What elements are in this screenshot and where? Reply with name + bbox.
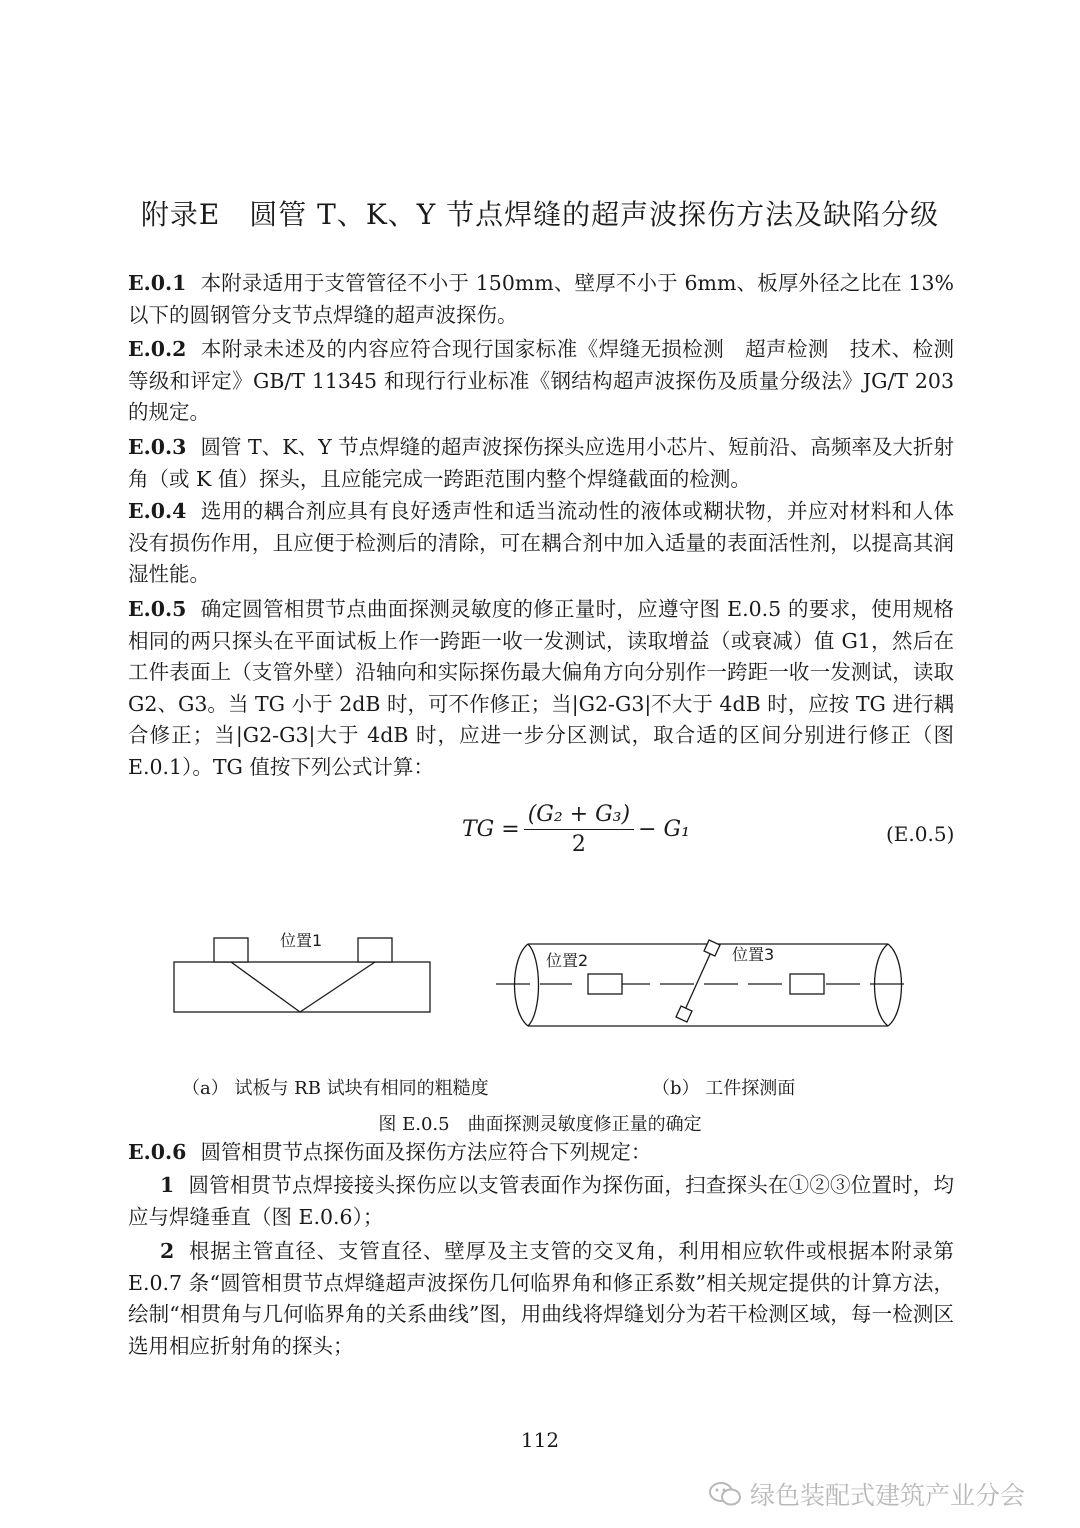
formula-denominator: 2	[571, 832, 586, 857]
item-text: 根据主管直径、支管直径、壁厚及主支管的交叉角，利用相应软件或根据本附录第 E.0.7 条“圆管相贯节点焊缝超声波探伤几何临界角和修正系数”相关规定提供的计算方法，绘制“相贯角与几何临界角的关系曲线”图，用曲线将焊缝划分为若干检测区域，每一检测区选用相应折射角的探头；	[128, 1239, 954, 1358]
clause-text: 圆管 T、K、Y 节点焊缝的超声波探伤探头应选用小芯片、短前沿、高频率及大折射角（或 K 值）探头，且应能完成一跨距范围内整个焊缝截面的检测。	[128, 435, 954, 491]
formula-tail: − G₁	[638, 817, 690, 842]
item-number: 2	[160, 1239, 175, 1263]
clause-e04	[128, 496, 954, 591]
clause-number: E.0.6	[128, 1140, 187, 1164]
clause-text: 确定圆管相贯节点曲面探测灵敏度的修正量时，应遵守图 E.0.5 的要求，使用规格相同的两只探头在平面试板上作一跨距一收一发测试，读取增益（或衰减）值 G1，然后在工件表面上（支管外壁）沿轴向和实际探伤最大偏角方向分别作一跨距一收一发测试，读取 G2、G3。当 TG 小于 2dB 时，可不作修正；当|G2-G3|不大于 4dB 时，应按 TG 进行耦合修正；当|G2-G3|大于 4dB 时，应进一步分区测试，取合适的区间分别进行修正（图 E.0.1）。TG 值按下列公式计算：	[128, 597, 954, 779]
clause-e03	[128, 432, 954, 495]
clause-text: 选用的耦合剂应具有良好透声性和适当流动性的液体或糊状物，并应对材料和人体没有损伤作用，且应便于检测后的清除，可在耦合剂中加入适量的表面活性剂，以提高其润湿性能。	[128, 499, 954, 586]
clause-number: E.0.2	[128, 337, 187, 361]
page-number: 112	[520, 1428, 560, 1452]
clause-text: 圆管相贯节点探伤面及探伤方法应符合下列规定：	[200, 1140, 652, 1164]
item-text: 圆管相贯节点焊接接头探伤应以支管表面作为探伤面，扫查探头在①②③位置时，均应与焊缝垂直（图 E.0.6）；	[128, 1173, 954, 1229]
formula-numerator: (G₂ + G₃)	[524, 802, 634, 830]
clause-number: E.0.4	[128, 499, 187, 523]
watermark	[708, 1476, 1025, 1512]
label-position-2: 位置2	[546, 951, 589, 970]
clause-number: E.0.3	[128, 435, 187, 459]
formula-fraction	[524, 802, 634, 857]
formula-lhs: TG =	[462, 817, 520, 842]
clause-text: 本附录适用于支管管径不小于 150mm、壁厚不小于 6mm、板厚外径之比在 13%以下的圆钢管分支节点焊缝的超声波探伤。	[128, 271, 954, 327]
item-1	[128, 1170, 954, 1233]
watermark-text: 绿色装配式建筑产业分会	[750, 1481, 1026, 1510]
caption-a: （a） 试板与 RB 试块有相同的粗糙度	[182, 1078, 489, 1099]
page-title: 附录E 圆管 T、K、Y 节点焊缝的超声波探伤方法及缺陷分级	[140, 198, 940, 231]
figure-caption: 图 E.0.5 曲面探测灵敏度修正量的确定	[378, 1114, 702, 1135]
caption-b: （b） 工件探测面	[652, 1078, 796, 1099]
equation-number: (E.0.5)	[886, 822, 955, 846]
clause-e05	[128, 594, 954, 783]
wechat-icon	[708, 1480, 742, 1508]
clause-e01	[128, 268, 954, 331]
item-number: 1	[160, 1173, 175, 1197]
figure-e05-diagram	[170, 928, 910, 1038]
label-position-3: 位置3	[732, 945, 775, 964]
clause-number: E.0.5	[128, 597, 187, 621]
item-2	[128, 1236, 954, 1362]
label-position-1: 位置1	[280, 931, 323, 950]
formula-tg	[462, 802, 690, 857]
clause-number: E.0.1	[128, 271, 187, 295]
clause-text: 本附录未述及的内容应符合现行国家标准《焊缝无损检测 超声检测 技术、检测等级和评定》GB/T 11345 和现行行业标准《钢结构超声波探伤及质量分级法》JG/T 203 的规定。	[128, 337, 954, 424]
clause-e02	[128, 334, 954, 429]
clause-e06	[128, 1137, 954, 1169]
